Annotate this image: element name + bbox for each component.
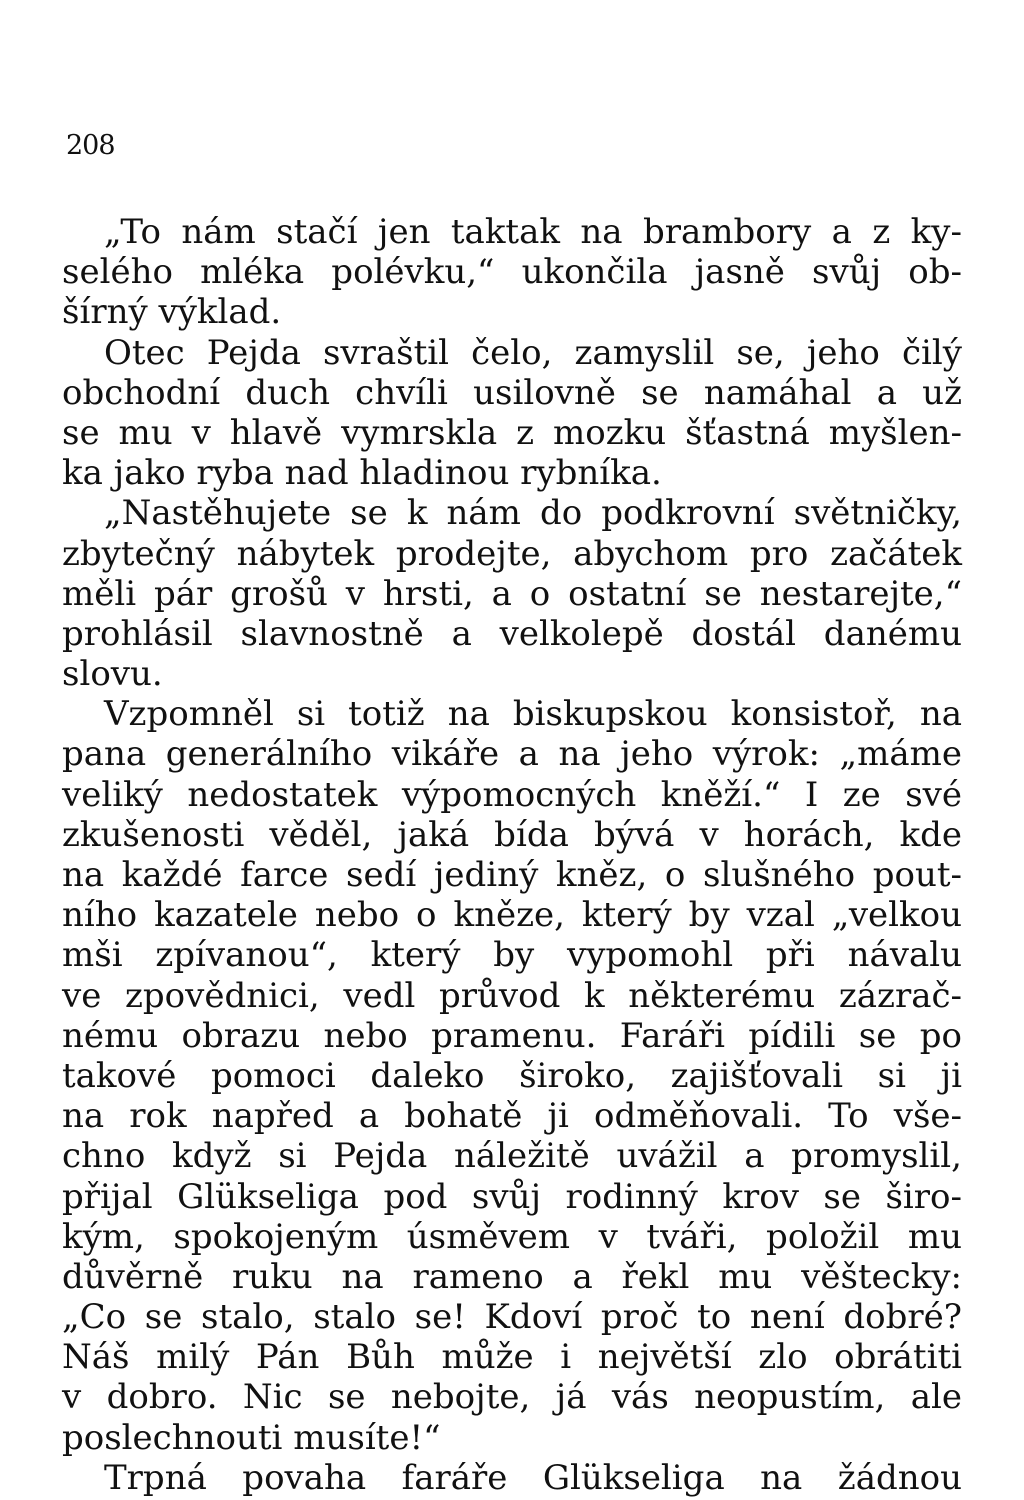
- text-line: prohlásil slavnostně a velkolepě dostál danému: [62, 613, 962, 654]
- text-line: pana generálního vikáře a na jeho výrok: „máme: [62, 734, 962, 775]
- text-line: „Nastěhujete se k nám do podkrovní světničky,: [104, 493, 962, 534]
- text-line: takové pomoci daleko široko, zajišťovali si ji: [62, 1055, 962, 1096]
- text-line: důvěrně ruku na rameno a řekl mu věštecky:: [62, 1256, 962, 1297]
- text-line: veliký nedostatek výpomocných kněží.“ I ze své: [62, 774, 962, 815]
- text-line: šírný výklad.: [62, 292, 282, 333]
- text-line: „To nám stačí jen taktak na brambory a z ky-: [104, 212, 962, 252]
- text-line: nému obrazu nebo pramenu. Faráři pídili se po: [62, 1015, 962, 1056]
- text-line: zbytečný nábytek prodejte, abychom pro začátek: [62, 533, 962, 574]
- text-line: selého mléka polévku,“ ukončila jasně svůj ob-: [62, 252, 962, 293]
- text-line: kým, spokojeným úsměvem v tváři, položil mu: [62, 1216, 962, 1257]
- text-line: na každé farce sedí jediný kněz, o slušného pout-: [62, 855, 962, 895]
- text-line: slovu.: [62, 654, 163, 695]
- text-line: v dobro. Nic se nebojte, já vás neopustím, ale: [62, 1377, 962, 1418]
- text-line: ního kazatele nebo o kněze, který by vzal „velkou: [62, 895, 962, 936]
- text-line: poslechnouti musíte!“: [62, 1417, 441, 1458]
- page-number: 208: [66, 130, 115, 161]
- text-line: „Co se stalo, stalo se! Kdoví proč to není dobré?: [62, 1297, 962, 1338]
- text-line: Náš milý Pán Bůh může i největší zlo obrátiti: [62, 1337, 962, 1378]
- text-line: zkušenosti věděl, jaká bída bývá v horách, kde: [62, 814, 962, 855]
- text-line: Trpná povaha faráře Glükseliga na žádnou: [104, 1457, 962, 1498]
- text-line: obchodní duch chvíli usilovně se namáhal a už: [62, 372, 962, 413]
- text-line: mši zpívanou“, který by vypomohl při návalu: [62, 935, 962, 976]
- text-line: přijal Glükseliga pod svůj rodinný krov se širo-: [62, 1176, 962, 1217]
- text-line: chno když si Pejda náležitě uvážil a promyslil,: [62, 1136, 962, 1177]
- text-line: ka jako ryba nad hladinou rybníka.: [62, 453, 662, 494]
- text-line: ve zpovědnici, vedl průvod k některému zázrač-: [62, 975, 962, 1016]
- text-line: Vzpomněl si totiž na biskupskou konsistoř, na: [104, 694, 962, 735]
- text-line: se mu v hlavě vymrskla z mozku šťastná myšlen-: [62, 412, 962, 453]
- body-text: [62, 212, 962, 1498]
- text-line: měli pár grošů v hrsti, a o ostatní se nestarejte,“: [62, 573, 962, 614]
- text-line: na rok napřed a bohatě ji odměňovali. To vše-: [62, 1096, 962, 1137]
- text-line: Otec Pejda svraštil čelo, zamyslil se, jeho čilý: [104, 332, 962, 373]
